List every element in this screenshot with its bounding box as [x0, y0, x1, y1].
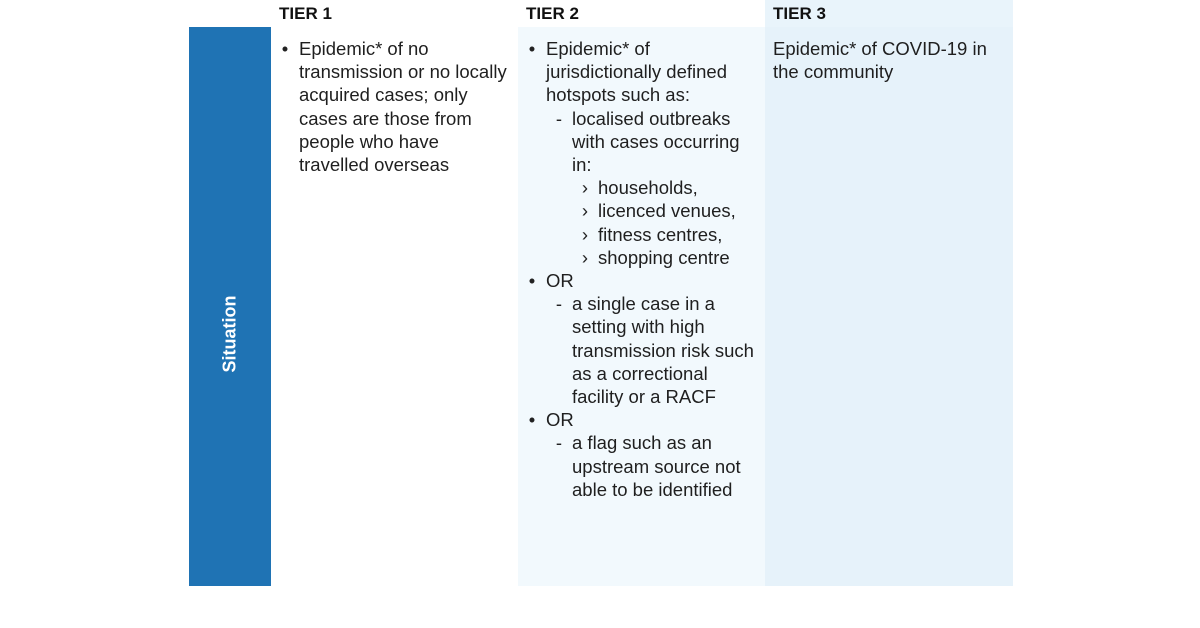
tier-2-sub-2: a single case in a setting with high transmission risk such as a correctional facility or a RACF — [572, 293, 754, 408]
list-item — [518, 408, 757, 431]
row-label-cell — [189, 27, 271, 586]
list-item — [572, 223, 757, 246]
list-item — [572, 176, 757, 199]
list-item — [518, 269, 757, 292]
tier-2-sub-3: a flag such as an upstream source not able to be identified — [572, 432, 741, 500]
tier-2-bullet-2: OR — [546, 270, 574, 292]
list-item — [518, 37, 757, 107]
header-tier-1: TIER 1 — [279, 4, 332, 23]
bullet-marker: • — [528, 38, 536, 59]
tier-2-cell — [518, 27, 765, 586]
bullet-marker: • — [528, 409, 536, 431]
arrow-marker: › — [581, 246, 589, 268]
bullet-marker: • — [281, 38, 289, 59]
tier-2-subitem-2: licenced venues, — [598, 200, 736, 222]
list-item — [572, 199, 757, 222]
tier-table — [189, 0, 1013, 586]
list-item — [546, 107, 757, 177]
list-item — [546, 292, 757, 408]
tier-2-bullet-1: Epidemic* of jurisdictionally defined hotspots such as: — [546, 38, 727, 106]
arrow-marker: › — [581, 200, 589, 222]
row-label-situation: Situation — [219, 295, 240, 373]
tier-2-bullet-3: OR — [546, 409, 574, 431]
list-item — [572, 246, 757, 269]
tier-3-text: Epidemic* of COVID-19 in the community — [773, 38, 987, 83]
tier-1-cell — [271, 27, 518, 586]
arrow-marker: › — [581, 177, 589, 199]
tier-2-subitem-3: fitness centres, — [598, 223, 723, 245]
list-item — [271, 37, 510, 176]
dash-marker: - — [555, 293, 563, 315]
header-tier-2: TIER 2 — [526, 4, 579, 23]
list-item — [546, 431, 757, 501]
tier-1-text: Epidemic* of no transmission or no locally acquired cases; only cases are those from people who have travelled overseas — [299, 38, 507, 176]
header-tier-3: TIER 3 — [765, 0, 1013, 27]
bullet-marker: • — [528, 270, 536, 292]
tier-2-subitem-1: households, — [598, 177, 698, 199]
arrow-marker: › — [581, 223, 589, 245]
tier-3-cell — [765, 27, 1013, 586]
tier-2-sub-1: localised outbreaks with cases occurring in: — [572, 107, 740, 176]
dash-marker: - — [555, 107, 563, 129]
dash-marker: - — [555, 432, 563, 454]
tier-2-subitem-4: shopping centre — [598, 246, 730, 268]
